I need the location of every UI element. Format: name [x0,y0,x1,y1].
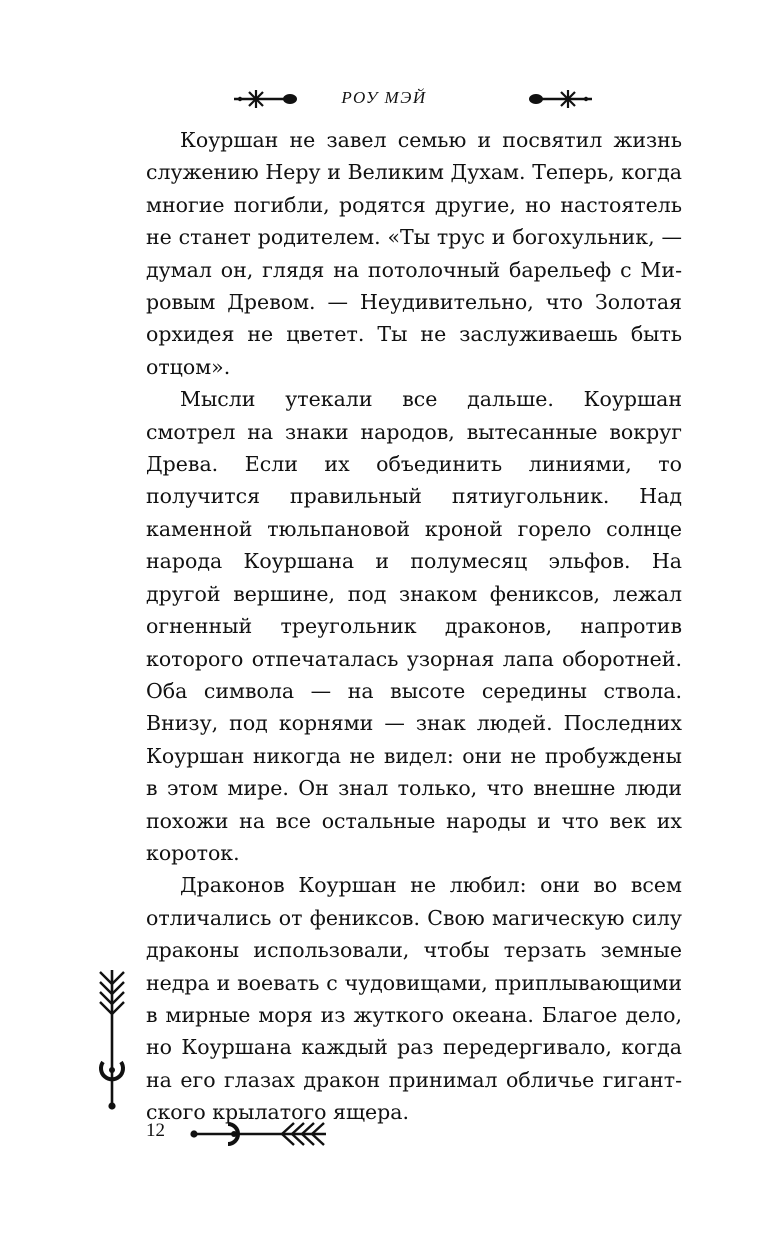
page-footer [146,1118,406,1158]
arrow-moon-ornament-icon [94,966,130,1118]
running-head-title: РОУ МЭЙ [341,88,427,107]
moon-arrow-ornament-icon [188,1118,330,1154]
paragraph: Драконов Коуршан не любил: они во всем отличались от фениксов. Свою магическую силу драконы использовали, чтобы терзать земные недра и воевать с чудовищами, приплывающими в мирные моря из жуткого океана. Благое дело, но Коуршана каждый раз передергивало, когда на его глазах дракон принимал обличье гигантского крылатого ящера. [146,873,682,1125]
paragraph: Мысли утекали все дальше. Коуршан смотрел на знаки народов, вытесанные вокруг Древа. Если их объединить линиями, то получится правильный пятиугольник. Над каменной тюльпановой кроной горело солнце народа Коуршана и полумесяц эльфов. На другой вершине, под знаком фениксов, лежал огненный треугольник драконов, напротив которого отпечаталась узорная лапа оборотней. Оба символа — на высоте середины ствола. Внизу, под корнями — знак людей. Последних Коуршан никогда не видел: они не пробуждены в этом мире. Он знал только, что внешне люди похожи на все остальные народы и что век их короток. [146,387,682,865]
body-text [146,124,682,1129]
paragraph: Коуршан не завел семью и посвятил жизнь служению Неру и Великим Духам. Теперь, когда многие погибли, родятся другие, но настоятель не станет родителем. «Ты трус и богохульник, — думал он, глядя на потолочный барельеф с Мировым Древом. — Неудивительно, что Золотая орхидея не цветет. Ты не заслуживаешь быть отцом». [146,128,682,379]
dot-star-ornament-icon [522,86,594,116]
page-number: 12 [146,1120,165,1141]
running-header [0,84,768,116]
